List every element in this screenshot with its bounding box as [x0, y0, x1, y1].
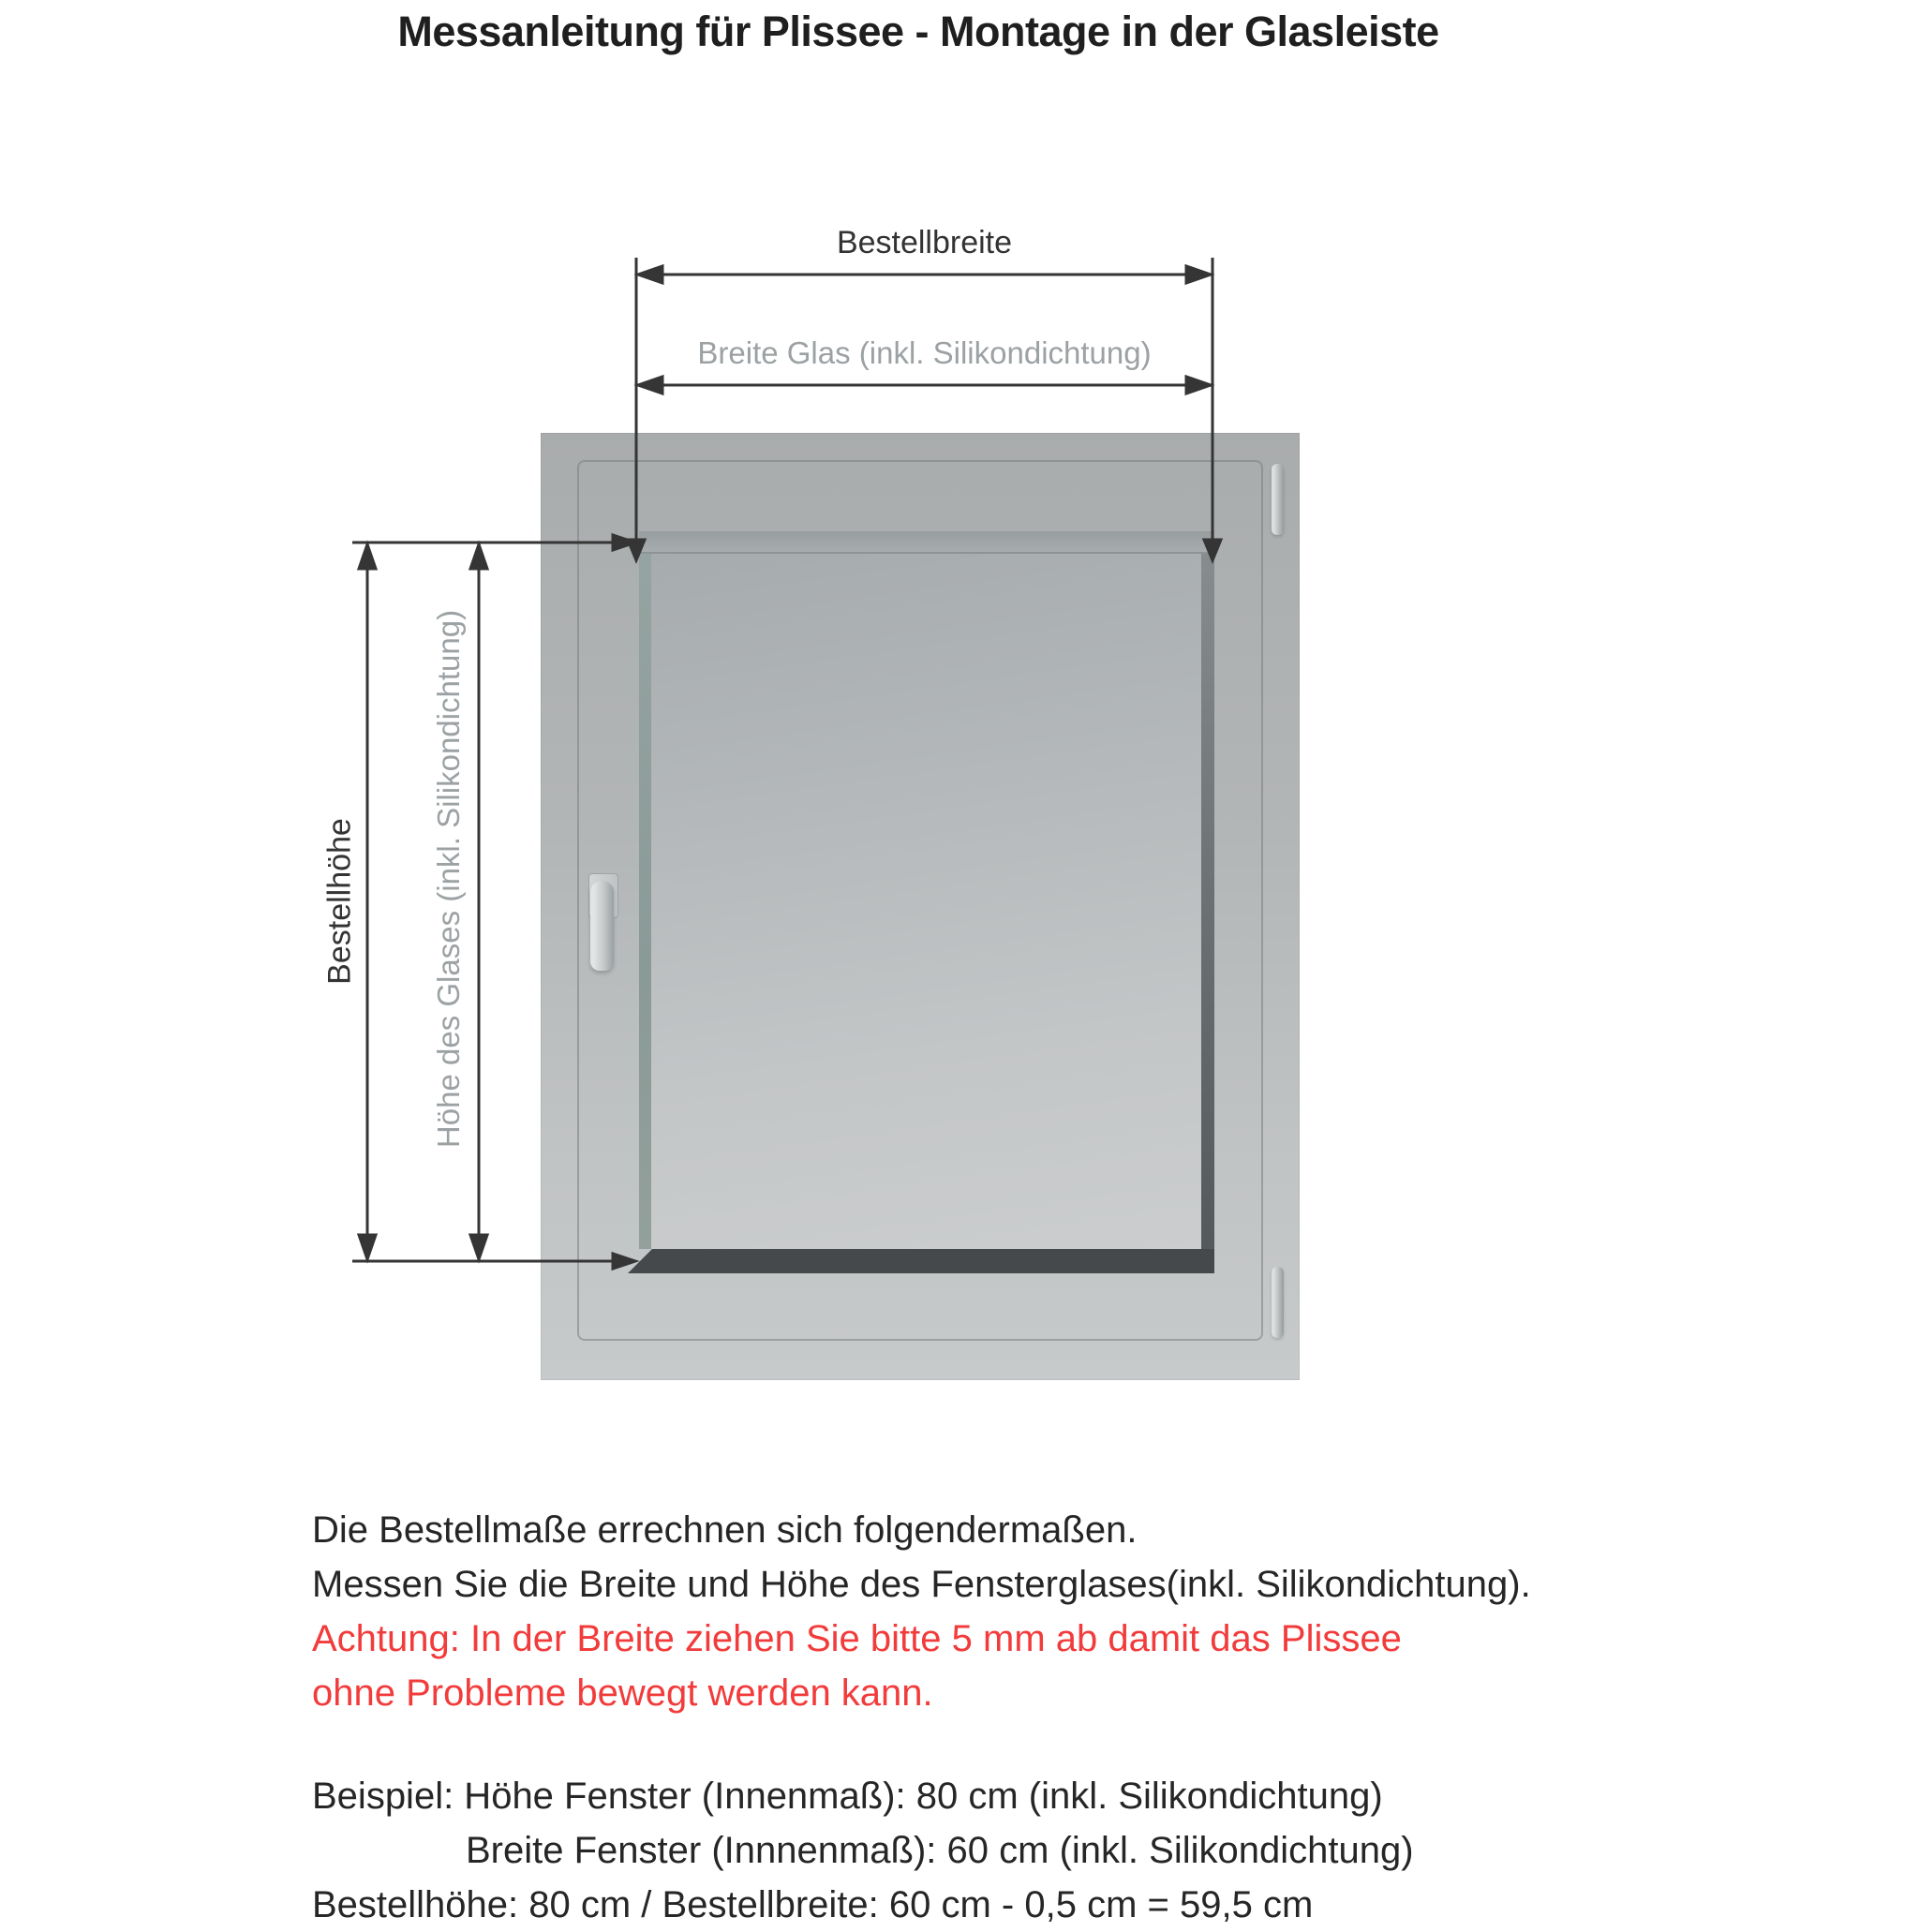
label-order-width: Bestellbreite — [836, 225, 1013, 260]
warning-line-1: Achtung: In der Breite ziehen Sie bitte 5 mm ab damit das Plissee — [312, 1618, 1402, 1659]
label-glass-width: Breite Glas (inkl. Silikondichtung) — [697, 335, 1152, 370]
example-line-1: Beispiel: Höhe Fenster (Innenmaß): 80 cm (inkl. Silikondichtung) — [312, 1776, 1383, 1817]
instruction-line-2: Messen Sie die Breite und Höhe des Fensterglases(inkl. Silikondichtung). — [312, 1564, 1531, 1605]
example-line-3: Bestellhöhe: 80 cm / Bestellbreite: 60 cm - 0,5 cm = 59,5 cm — [312, 1884, 1314, 1925]
example-line-2: Breite Fenster (Innnenmaß): 60 cm (inkl. Silikondichtung) — [466, 1830, 1414, 1871]
warning-line-2: ohne Probleme bewegt werden kann. — [312, 1672, 933, 1714]
window-handle-lever — [590, 881, 614, 971]
instruction-line-1: Die Bestellmaße errechnen sich folgendermaßen. — [312, 1509, 1138, 1551]
glass-pane — [639, 554, 1214, 1249]
page-title: Messanleitung für Plissee - Montage in der Glasleiste — [397, 7, 1439, 55]
label-order-height: Bestellhöhe — [321, 818, 358, 985]
glass-top-band — [639, 531, 1214, 554]
window-frame — [541, 433, 1300, 1380]
label-glass-height: Höhe des Glases (inkl. Silikondichtung) — [431, 609, 466, 1149]
glass-left-seal — [639, 554, 651, 1249]
instructions-block — [312, 1503, 1718, 1932]
window-hinge-bottom — [1272, 1267, 1284, 1338]
glass-bottom-seal — [628, 1249, 1214, 1273]
glass-right-seal — [1201, 554, 1214, 1249]
glass-unit — [639, 531, 1214, 1273]
window-hinge-top — [1272, 464, 1284, 535]
